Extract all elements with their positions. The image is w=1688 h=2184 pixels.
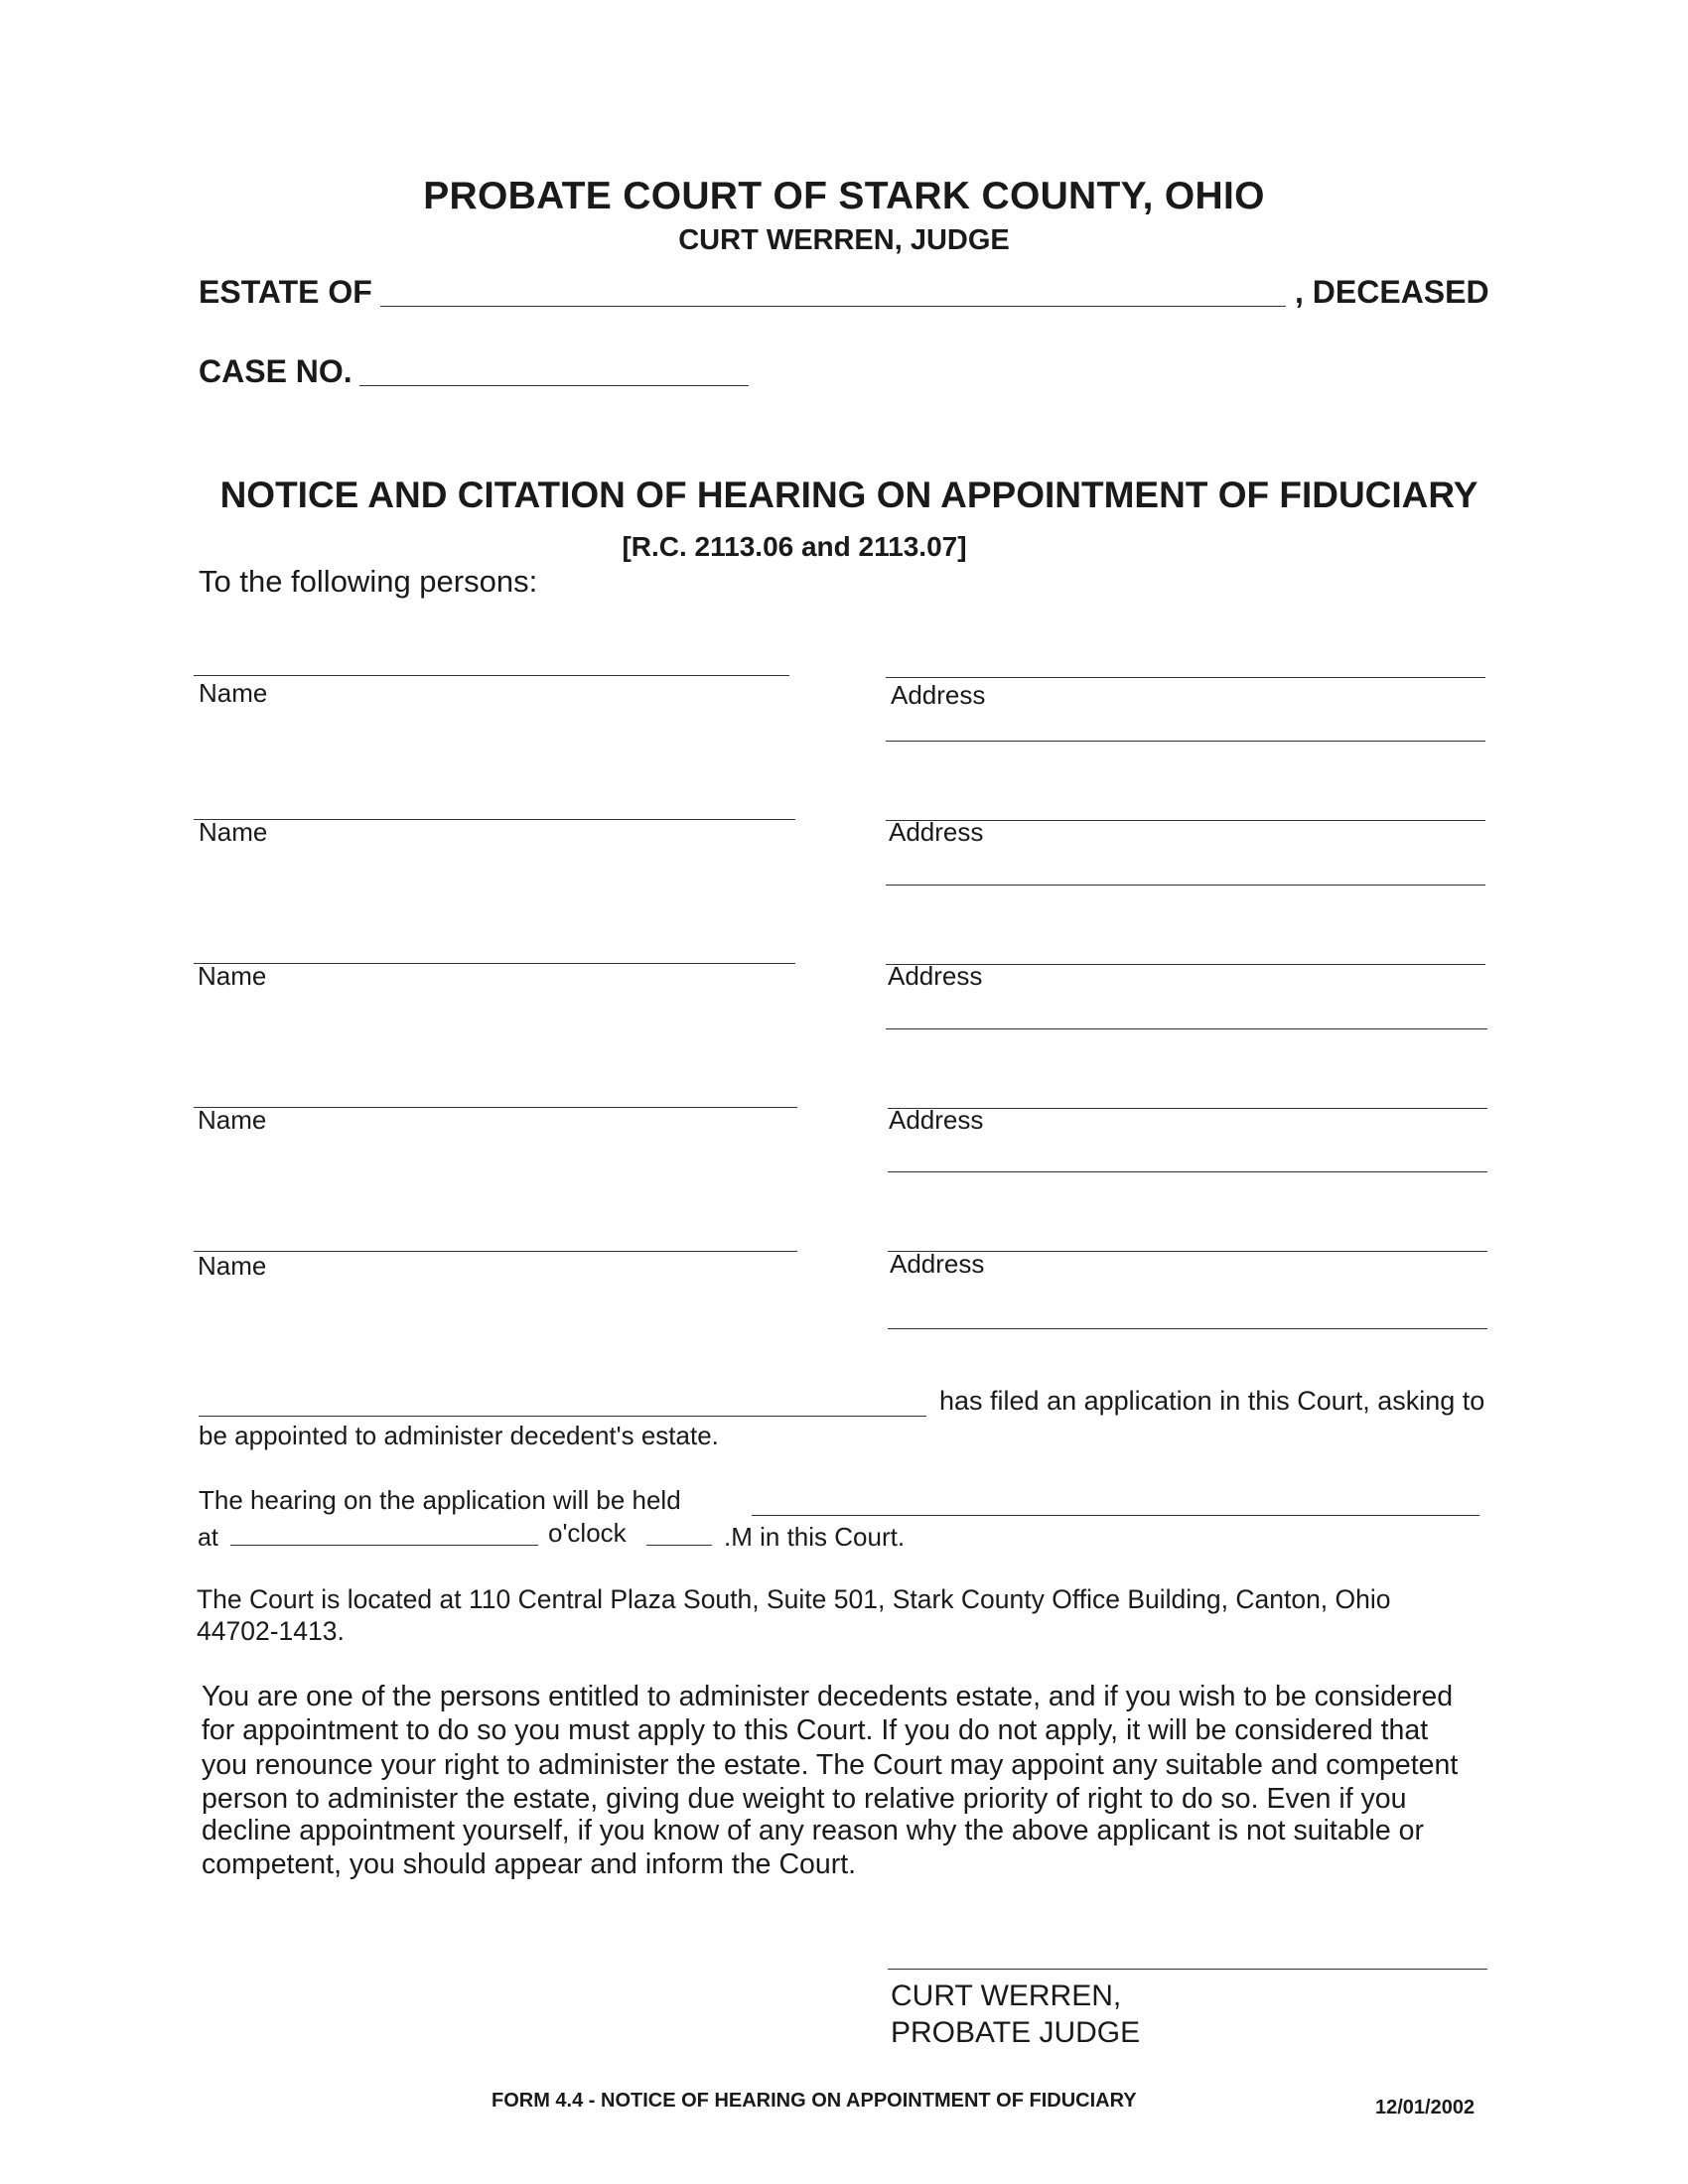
person-address-line2-field[interactable] [888,1171,1487,1172]
person-name-field[interactable] [194,1107,797,1108]
person-address-line2-field[interactable] [886,741,1485,742]
person-name-field[interactable] [194,675,789,676]
judge-line: CURT WERREN, JUDGE [678,224,1010,256]
notice-paragraph-line: you renounce your right to administer the estate. The Court may appoint any suitable and competent [202,1749,1459,1781]
person-address-label: Address [891,680,986,710]
person-name-field[interactable] [194,1251,797,1252]
person-name-label: Name [198,1105,267,1135]
notice-paragraph-line: You are one of the persons entitled to administer decedents estate, and if you wish to be considered [202,1681,1454,1712]
hearing-at-label: at [198,1524,218,1552]
person-name-label: Name [198,1251,267,1281]
application-text-line1: has filed an application in this Court, asking to [939,1386,1485,1416]
court-name: PROBATE COURT OF STARK COUNTY, OHIO [423,175,1265,217]
form-footer-label: FORM 4.4 - NOTICE OF HEARING ON APPOINTMENT OF FIDUCIARY [492,2090,1137,2112]
person-address-line2-field[interactable] [886,885,1485,886]
notice-paragraph-line: competent, you should appear and inform the Court. [202,1848,857,1880]
application-text-line2: be appointed to administer decedent's estate. [199,1421,719,1450]
person-address-label: Address [890,1249,985,1279]
estate-label: ESTATE OF [199,274,372,310]
person-name-label: Name [199,678,268,708]
estate-name-field[interactable] [380,306,1286,307]
persons-intro: To the following persons: [199,564,538,599]
person-name-field[interactable] [194,963,795,964]
form-footer-date: 12/01/2002 [1375,2097,1476,2118]
form-title: NOTICE AND CITATION OF HEARING ON APPOINTMENT OF FIDUCIARY [219,475,1478,515]
hearing-date-field[interactable] [752,1515,1479,1516]
court-location-line2: 44702-1413. [197,1616,345,1646]
person-address-label: Address [889,1105,984,1135]
person-address-line2-field[interactable] [886,1028,1487,1029]
hearing-text: The hearing on the application will be held [199,1485,681,1515]
signature-name: CURT WERREN, [891,1979,1122,2012]
signature-title: PROBATE JUDGE [891,2016,1141,2049]
judge-signature-line[interactable] [888,1969,1487,1970]
person-name-label: Name [198,961,267,991]
hearing-time-field[interactable] [230,1545,538,1546]
case-number-label: CASE NO. [199,353,352,389]
person-address-label: Address [888,961,983,991]
applicant-name-field[interactable] [199,1416,926,1417]
am-pm-field[interactable] [646,1545,712,1546]
person-address-line2-field[interactable] [888,1328,1487,1329]
deceased-label: , DECEASED [1295,274,1489,310]
oclock-label: o'clock [548,1518,627,1548]
person-name-label: Name [199,817,268,847]
m-in-court-label: .M in this Court. [724,1522,906,1552]
person-name-field[interactable] [194,819,795,820]
notice-paragraph-line: for appointment to do so you must apply to this Court. If you do not apply, it will be considered that [202,1714,1429,1746]
person-address-field[interactable] [886,677,1485,678]
notice-paragraph-line: decline appointment yourself, if you know of any reason why the above applicant is not suitable or [202,1815,1424,1846]
notice-paragraph-line: person to administer the estate, giving due weight to relative priority of right to do so. Even if you [202,1783,1407,1815]
statute-reference: [R.C. 2113.06 and 2113.07] [622,531,967,562]
case-number-field[interactable] [359,385,749,386]
court-location-line1: The Court is located at 110 Central Plaza South, Suite 501, Stark County Office Building, Canton, Ohio [197,1584,1391,1614]
person-address-label: Address [889,817,984,847]
